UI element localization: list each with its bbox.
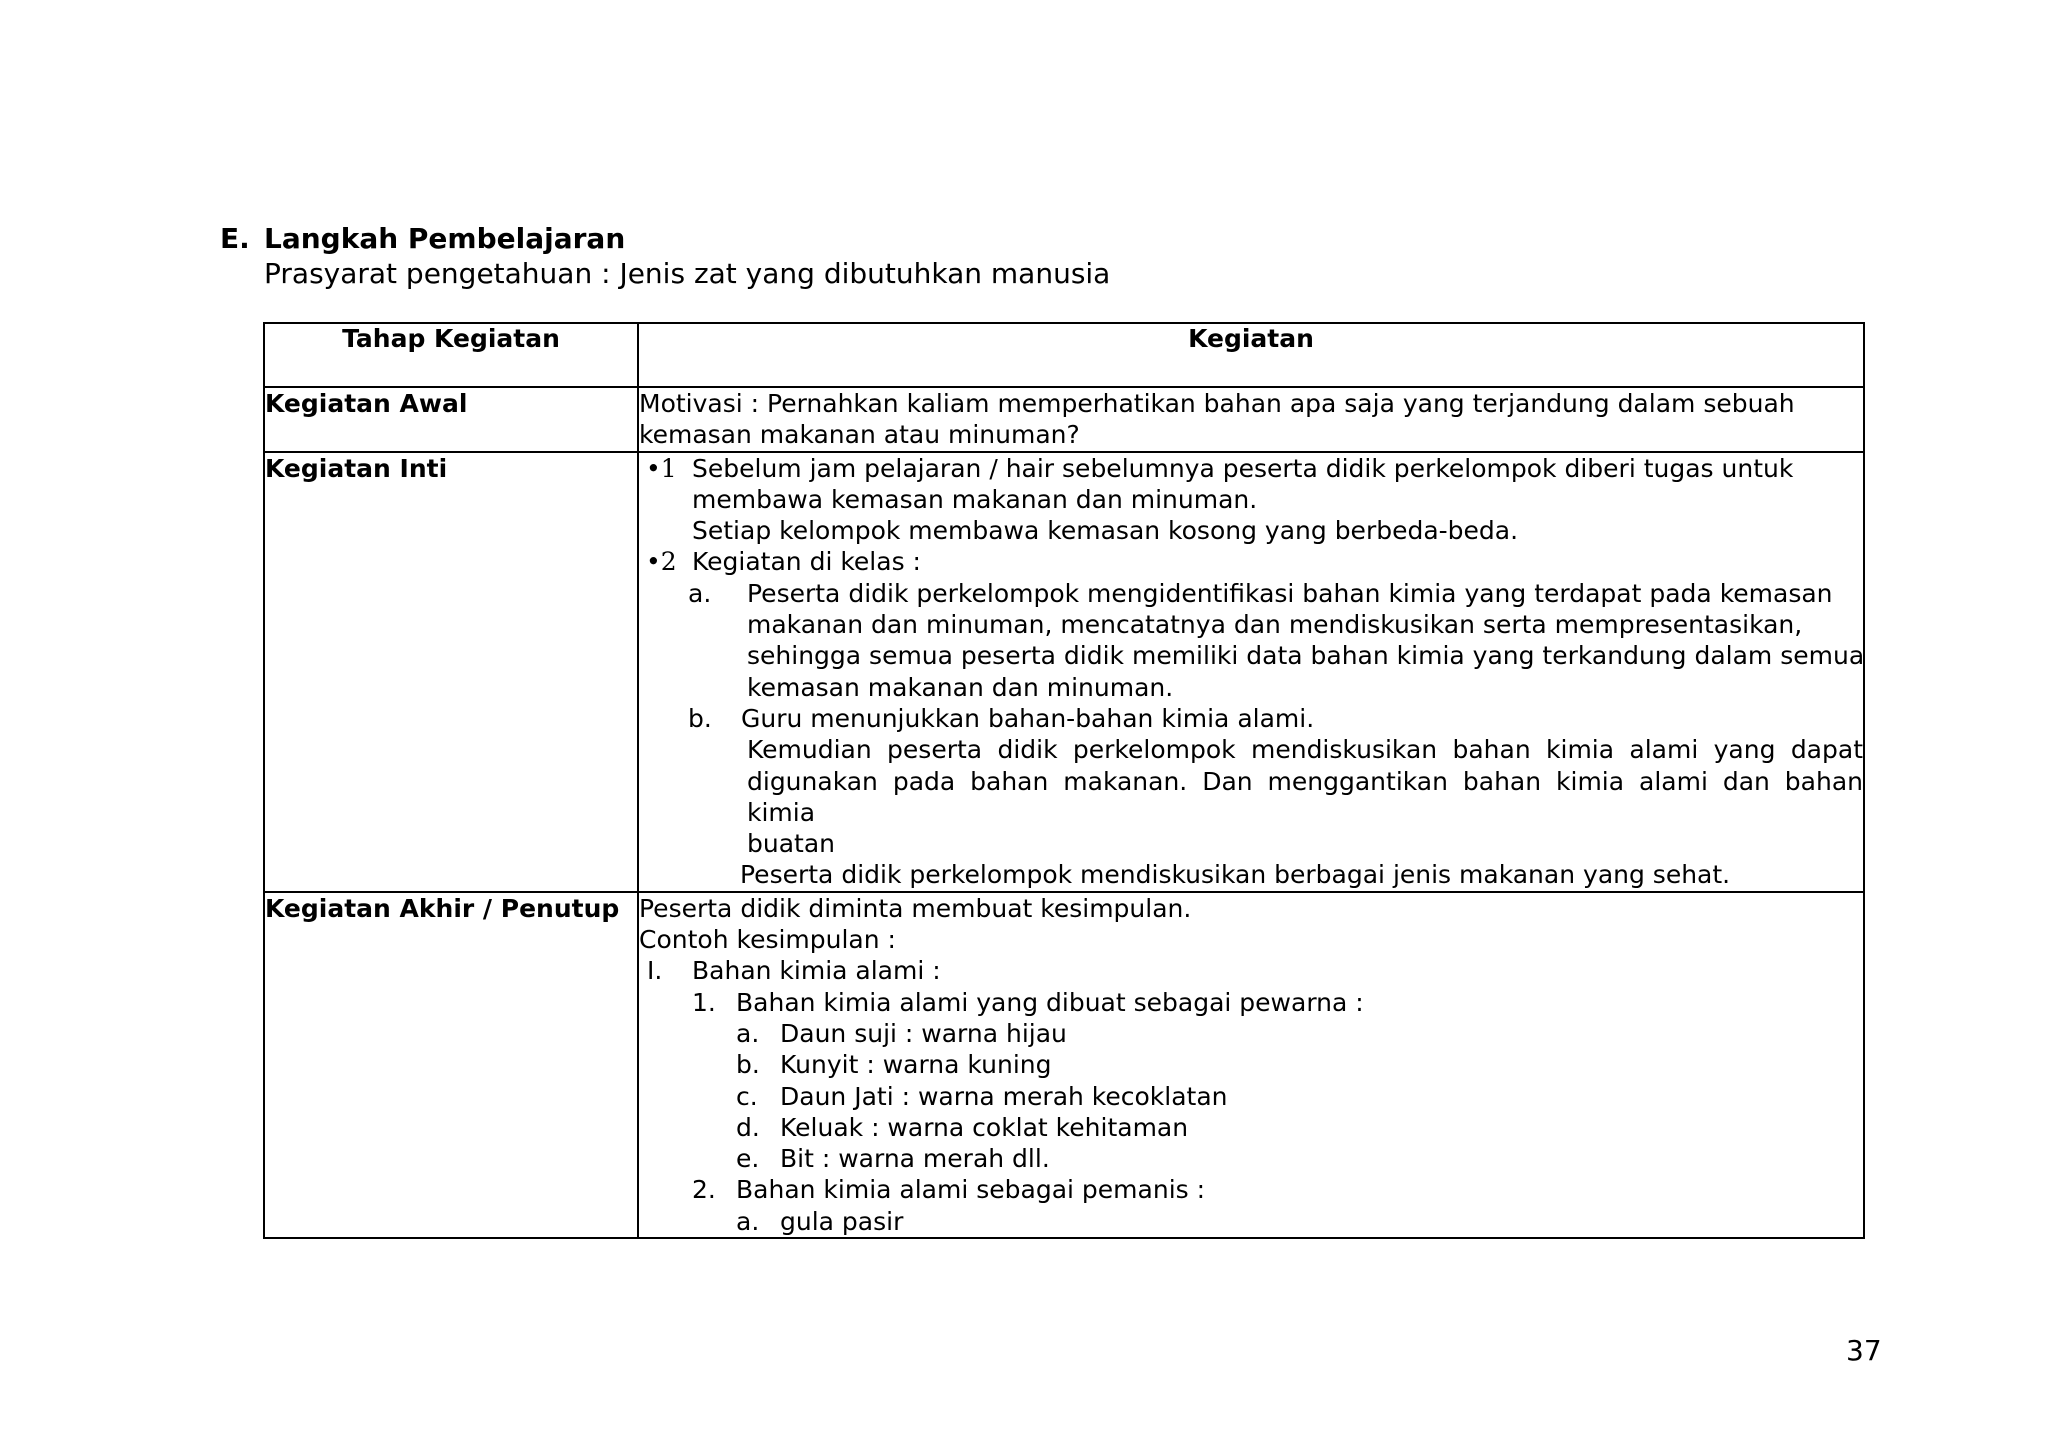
inti-sub-b-line-2: Kemudian peserta didik perkelompok mendiskusikan bahan kimia alami yang dapat	[747, 735, 1863, 765]
inti-item2: •2 Kegiatan di kelas :	[646, 547, 921, 577]
inti-sub-a-line-3: sehingga semua peserta didik memiliki data bahan kimia yang terkandung dalam semua	[747, 641, 1865, 671]
bullet-1: •1	[646, 453, 677, 483]
roman-label: I.	[647, 956, 663, 986]
sub-a-label: a.	[688, 578, 712, 608]
section-heading	[220, 221, 625, 257]
inti-sub-b-line-5: Peserta didik perkelompok mendiskusikan berbagai jenis makanan yang sehat.	[740, 860, 1731, 890]
n2-label: 2.	[692, 1175, 716, 1205]
inti-item1-line-2: membawa kemasan makanan dan minuman.	[692, 484, 1258, 514]
inti-sub-a-line-2: makanan dan minuman, mencatatnya dan mendiskusikan serta mempresentasikan,	[747, 610, 1803, 640]
header-activity: Kegiatan	[638, 323, 1864, 387]
inti-sub-a-line-4: kemasan makanan dan minuman.	[747, 672, 1174, 702]
akhir-intro-2: Contoh kesimpulan :	[639, 925, 896, 955]
stage-inti: Kegiatan Inti	[264, 452, 638, 892]
row-kegiatan-inti	[264, 452, 1864, 892]
lesson-steps-table	[263, 322, 1865, 1239]
header-stage: Tahap Kegiatan	[264, 323, 638, 387]
prerequisite-text: Prasyarat pengetahuan : Jenis zat yang dibutuhkan manusia	[264, 257, 1111, 290]
activity-akhir	[638, 892, 1864, 1238]
list-item: b. Kunyit : warna kuning	[736, 1050, 1052, 1080]
list-item: e. Bit : warna merah dll.	[736, 1144, 1050, 1174]
list-item: a. Daun suji : warna hijau	[736, 1018, 1067, 1048]
list-item: c. Daun Jati : warna merah kecoklatan	[736, 1081, 1228, 1111]
section-title: Langkah Pembelajaran	[264, 222, 626, 255]
akhir-intro-1: Peserta didik diminta membuat kesimpulan.	[639, 893, 1192, 923]
akhir-n1: 1. Bahan kimia alami yang dibuat sebagai pewarna :	[692, 987, 1364, 1017]
section-number: E.	[220, 222, 250, 255]
row-kegiatan-awal	[264, 387, 1864, 452]
sub-b-label: b.	[688, 703, 712, 733]
inti-sub-a-line-1: a. Peserta didik perkelompok mengidentifikasi bahan kimia yang terdapat pada kemasan	[688, 578, 1833, 608]
inti-sub-b-line-1: b. Guru menunjukkan bahan-bahan kimia alami.	[688, 703, 1315, 733]
inti-sub-b-line-3: digunakan pada bahan makanan. Dan menggantikan bahan kimia alami dan bahan kimia	[747, 766, 1863, 827]
inti-item1-line-3: Setiap kelompok membawa kemasan kosong yang berbeda-beda.	[692, 516, 1519, 546]
list-item: a. gula pasir	[736, 1206, 904, 1236]
page-number: 37	[1846, 1334, 1882, 1367]
row-kegiatan-akhir	[264, 892, 1864, 1238]
inti-item1-line-1: •1 Sebelum jam pelajaran / hair sebelumnya peserta didik perkelompok diberi tugas untuk	[646, 453, 1794, 483]
stage-akhir: Kegiatan Akhir / Penutup	[264, 892, 638, 1238]
stage-awal: Kegiatan Awal	[264, 387, 638, 452]
activity-awal	[638, 387, 1864, 452]
n1-label: 1.	[692, 987, 716, 1017]
inti-sub-b-line-4: buatan	[747, 829, 836, 859]
activity-inti	[638, 452, 1864, 892]
akhir-roman-item: I. Bahan kimia alami :	[647, 956, 941, 986]
table-header-row	[264, 323, 1864, 387]
list-item: d. Keluak : warna coklat kehitaman	[736, 1112, 1189, 1142]
akhir-n2: 2. Bahan kimia alami sebagai pemanis :	[692, 1175, 1206, 1205]
awal-line-1: Motivasi : Pernahkan kaliam memperhatikan bahan apa saja yang terjandung dalam sebuah	[639, 389, 1795, 418]
awal-line-2: kemasan makanan atau minuman?	[639, 420, 1080, 450]
bullet-2: •2	[646, 547, 677, 577]
